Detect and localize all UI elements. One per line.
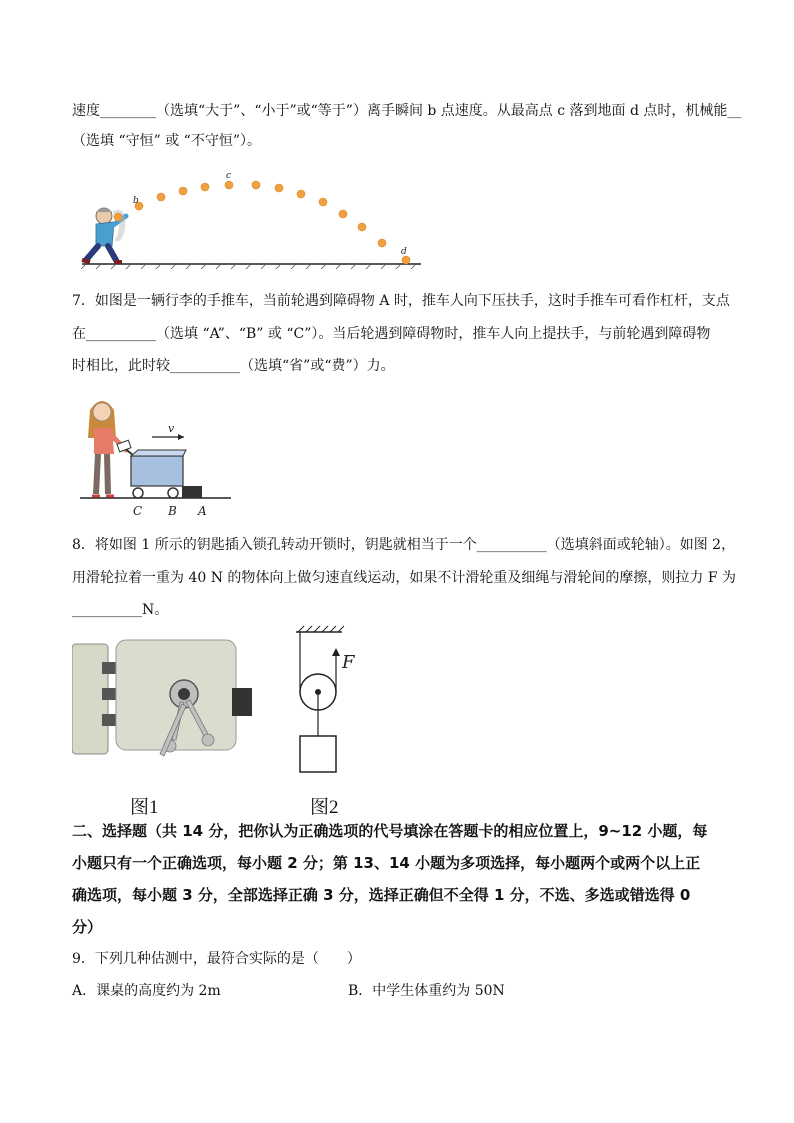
trajectory-balls <box>114 181 410 264</box>
q7-line-3: 时相比，此时较__________（选填“省”或“费”）力。 <box>72 358 395 374</box>
q9-option-a: A．课桌的高度约为 2m <box>72 983 221 999</box>
q7-line-1: 7．如图是一辆行李的手推车，当前轮遇到障碍物 A 时，推车人向下压扶手，这时手推车可看作杠杆，支点 <box>72 293 730 309</box>
lock-key-figure <box>72 636 258 776</box>
point-B-label: B <box>168 504 177 518</box>
weight-block <box>300 736 336 772</box>
q9-stem: 9．下列几种估测中，最符合实际的是（ ） <box>72 951 361 967</box>
q6-line-2: （选填 “守恒” 或 “不守恒”）。 <box>72 133 261 149</box>
point-b-label: b <box>133 196 139 206</box>
point-C-label: C <box>133 504 143 518</box>
q8-line-2: 用滑轮拉着一重为 40 N 的物体向上做匀速直线运动，如果不计滑轮重及细绳与滑轮间的摩擦，则拉力 F 为 <box>72 570 737 586</box>
section-2-line-2: 小题只有一个正确选项，每小题 2 分；第 13、14 小题为多项选择，每小题两个或两个以上正 <box>72 854 701 872</box>
figure-1-caption: 图1 <box>130 797 159 818</box>
hand-cart-figure <box>76 390 236 520</box>
q7-line-2: 在__________（选填 “A”、“B” 或 “C”）。当后轮遇到障碍物时，推车人向上提扶手，与前轮遇到障碍物 <box>72 326 711 342</box>
ball-trajectory-figure <box>76 168 426 273</box>
point-d-label: d <box>401 247 407 257</box>
section-2-line-3: 确选项，每小题 3 分，全部选择正确 3 分，选择正确但不全得 1 分，不选、多选或错选得 0 <box>72 886 691 904</box>
point-c-label: c <box>226 171 232 181</box>
q9-option-b: B．中学生体重约为 50N <box>348 983 505 999</box>
force-arrow-icon <box>332 648 340 664</box>
velocity-label: v <box>168 422 175 435</box>
q8-line-1: 8．将如图 1 所示的钥匙插入锁孔转动开锁时，钥匙就相当于一个__________（选填斜面或轮轴）。如图 2， <box>72 537 736 553</box>
q8-line-3: __________N。 <box>72 602 169 618</box>
force-label: F <box>342 652 355 673</box>
cart-icon <box>117 440 202 498</box>
section-2-line-1: 二、选择题（共 14 分，把你认为正确选项的代号填涂在答题卡的相应位置上，9~12 小题，每 <box>72 822 708 840</box>
section-2-line-4: 分） <box>72 918 103 936</box>
pulley-figure <box>290 624 370 780</box>
point-A-label: A <box>198 504 207 518</box>
figure-2-caption: 图2 <box>310 797 339 818</box>
q6-line-1: 速度________（选填“大于”、“小于”或“等于”）离手瞬间 b 点速度。从最高点 c 落到地面 d 点时，机械能__ <box>72 103 742 119</box>
